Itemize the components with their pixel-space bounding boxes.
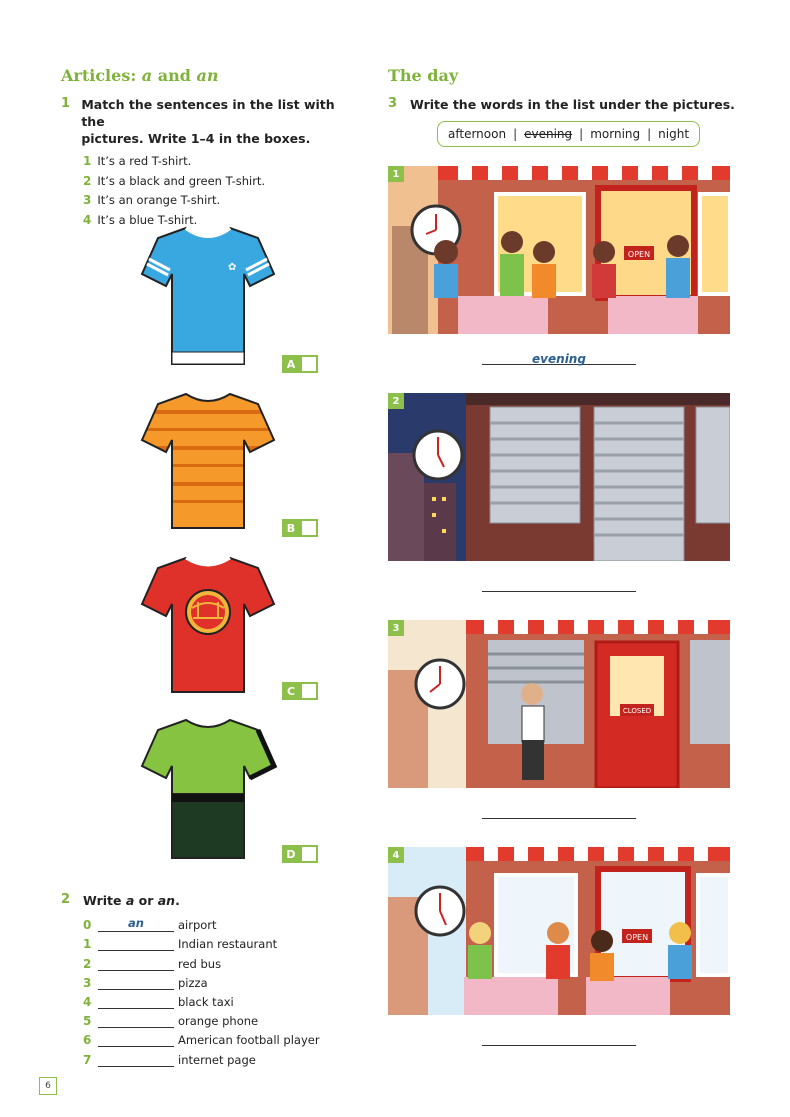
list-item: 6 American football player [83, 1033, 320, 1048]
exercise-number: 3 [388, 96, 398, 111]
answer-blank[interactable] [98, 1053, 174, 1067]
svg-text:CLOSED: CLOSED [622, 707, 652, 715]
answer-blank[interactable] [98, 937, 174, 951]
section-title-the-day: The day [388, 66, 459, 85]
list-item: 2 red bus [83, 956, 222, 971]
list-item: 1 Indian restaurant [83, 937, 278, 952]
page-number: 6 [39, 1077, 57, 1095]
picture-4: 4 OPEN [388, 847, 730, 1015]
answer-box-b[interactable] [300, 519, 318, 537]
answer-box-d[interactable] [300, 845, 318, 863]
svg-text:✿: ✿ [228, 262, 237, 273]
exercise-number: 1 [61, 96, 71, 111]
picture-3: 3 CLOSED [388, 620, 730, 788]
answer-box-c[interactable] [300, 682, 318, 700]
list-item: 0 an airport [83, 916, 217, 933]
answer-blank[interactable] [98, 1033, 174, 1047]
answer-blank[interactable] [98, 1014, 174, 1028]
green-black-tshirt-image [138, 714, 278, 864]
answer-line-4[interactable] [482, 1031, 636, 1046]
picture-2: 2 [388, 393, 730, 561]
list-item: 2 It’s a black and green T-shirt. [83, 173, 266, 188]
label-box-c: C [282, 682, 318, 700]
exercise-instruction: Write a or an. [83, 893, 180, 908]
section-title-articles: Articles: a and an [61, 66, 219, 85]
svg-text:OPEN: OPEN [627, 250, 651, 259]
answer-line-1[interactable]: evening [482, 350, 636, 365]
list-item: 1 It’s a red T-shirt. [83, 154, 192, 168]
answer-line-3[interactable] [482, 804, 636, 819]
exercise-1 [61, 96, 341, 228]
exercise-3 [388, 96, 748, 113]
fill-list [83, 913, 341, 1067]
exercise-2 [61, 892, 341, 1067]
answer-blank[interactable] [98, 957, 174, 971]
red-tshirt-image [138, 552, 278, 698]
answer-blank[interactable] [98, 976, 174, 990]
list-item: 3 It’s an orange T-shirt. [83, 193, 221, 207]
answer-line-2[interactable] [482, 577, 636, 592]
list-item: 5 orange phone [83, 1014, 259, 1029]
word-item-used: evening [524, 127, 573, 141]
exercise-instruction: Match the sentences in the list with the pictures. Write 1–4 in the boxes. [81, 97, 335, 146]
list-item: 7 internet page [83, 1052, 256, 1067]
svg-text:OPEN: OPEN [625, 933, 649, 942]
list-item: 4 black taxi [83, 994, 234, 1009]
blue-tshirt-image [138, 222, 278, 370]
answer-box-a[interactable] [300, 355, 318, 373]
exercise-instruction: Write the words in the list under the pictures. [410, 97, 735, 112]
label-box-a: A [282, 355, 318, 373]
list-item: 4 It’s a blue T-shirt. [83, 212, 198, 227]
sentence-list [83, 150, 341, 228]
word-item: night [658, 127, 690, 141]
exercise-number: 2 [61, 892, 71, 907]
picture-1: 1 OPEN [388, 166, 730, 334]
answer-blank[interactable] [98, 995, 174, 1009]
word-item: afternoon [448, 127, 507, 141]
label-box-b: B [282, 519, 318, 537]
answer-blank[interactable]: an [98, 918, 174, 932]
orange-tshirt-image [138, 388, 278, 534]
list-item: 3 pizza [83, 975, 208, 990]
word-item: morning [590, 127, 641, 141]
word-list-box: afternoon | evening | morning | night [437, 121, 700, 147]
label-box-d: D [282, 845, 318, 863]
